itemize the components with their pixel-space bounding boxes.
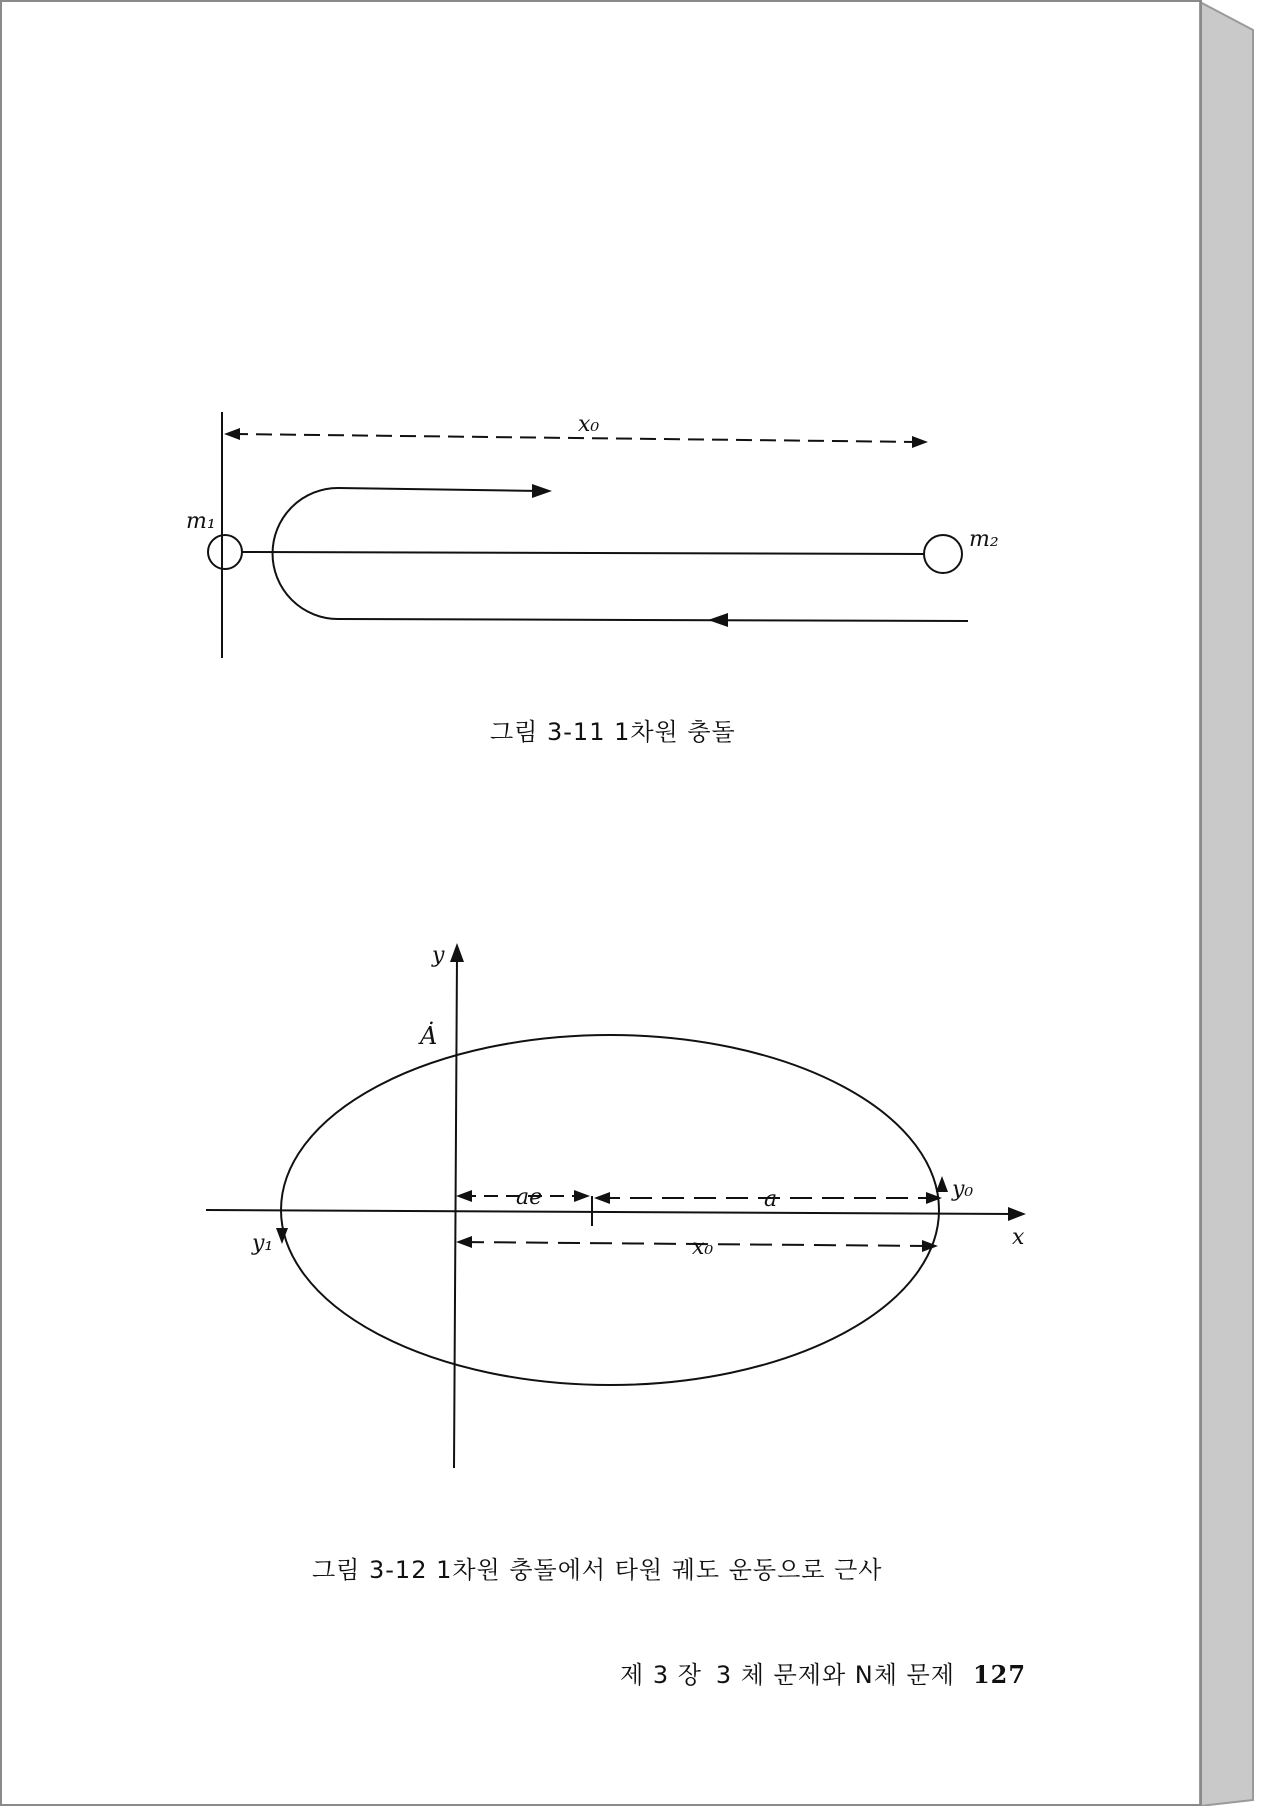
x-axis-arrow [1008,1207,1026,1221]
label-y0: y₀ [952,1177,974,1202]
ae-arrow-right [574,1190,590,1202]
mass2-circle [924,535,962,573]
label-point-a: Ȧ [420,1022,438,1050]
distance-arrow-left [224,428,240,440]
x-axis [206,1210,1014,1214]
mass1-circle [208,535,242,569]
figure-3-11-caption: 그림 3-11 1차원 충돌 [490,718,736,746]
label-ae: ae [516,1185,543,1210]
label-m2: m₂ [969,527,999,552]
label-x0-top: x₀ [578,412,600,437]
footer-chapter: 제 3 장 [620,1661,702,1689]
page-number: 127 [972,1660,1027,1689]
label-m1: m₁ [186,509,216,534]
footer-title: 3 체 문제와 N체 문제 [715,1661,955,1689]
label-a: a [764,1187,778,1212]
page-border [1,1,1201,1805]
trajectory-arrow-bottom [708,613,728,627]
a-arrow-left [594,1192,610,1204]
x0-arrow-left [456,1236,472,1248]
label-x-axis: x [1012,1225,1025,1250]
distance-arrow-right [912,436,928,448]
label-y1: y₁ [252,1231,274,1256]
trajectory-arrow-top [532,484,552,498]
y-axis-arrow [450,943,464,962]
page-footer [620,1655,1026,1690]
page-edge [1200,2,1253,1806]
connecting-line [242,552,924,554]
distance-dashed-line [232,434,918,442]
ae-arrow-left [456,1190,472,1202]
figure-3-12-caption: 그림 3-12 1차원 충돌에서 타원 궤도 운동으로 근사 [312,1556,883,1584]
figure-3-12 [206,943,1026,1468]
figure-3-11 [208,412,968,658]
y0-velocity-arrow [936,1176,948,1192]
label-x0: x₀ [692,1235,714,1260]
label-y-axis: y [432,943,445,968]
